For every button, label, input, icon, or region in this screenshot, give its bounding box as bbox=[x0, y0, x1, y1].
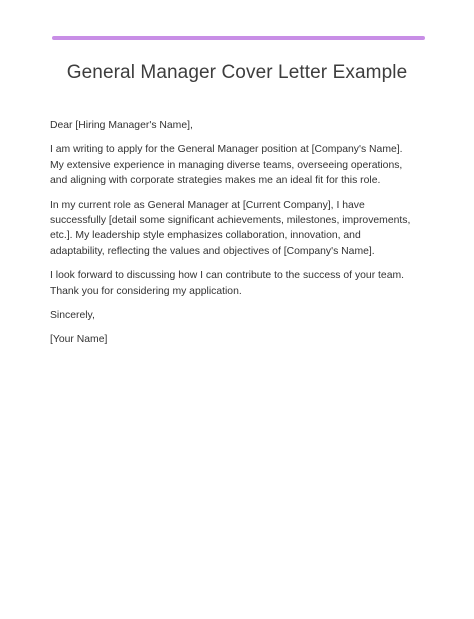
salutation: Dear [Hiring Manager's Name], bbox=[50, 120, 193, 131]
letter-body bbox=[50, 118, 418, 357]
signature: [Your Name] bbox=[50, 334, 108, 346]
closing: Sincerely, bbox=[50, 310, 95, 322]
paragraph-intro: I am writing to apply for the General Manager position at [Company's Name]. My extensive experience in managing diverse teams, overseeing operations, and aligning with corporate strategies makes me an ideal fit for this role. bbox=[50, 144, 403, 187]
accent-bar bbox=[52, 36, 425, 40]
paragraph-experience: In my current role as General Manager at [Current Company], I have successfully [detail some significant achievements, milestones, improvements, etc.]. My leadership style emphasizes collaboration, innovation, and adaptability, reflecting the values and objectives of [Company's Name]. bbox=[50, 199, 411, 257]
page-title: General Manager Cover Letter Example bbox=[66, 62, 408, 83]
paragraph-closing: I look forward to discussing how I can contribute to the success of your team. Thank you for considering my application. bbox=[50, 270, 405, 297]
